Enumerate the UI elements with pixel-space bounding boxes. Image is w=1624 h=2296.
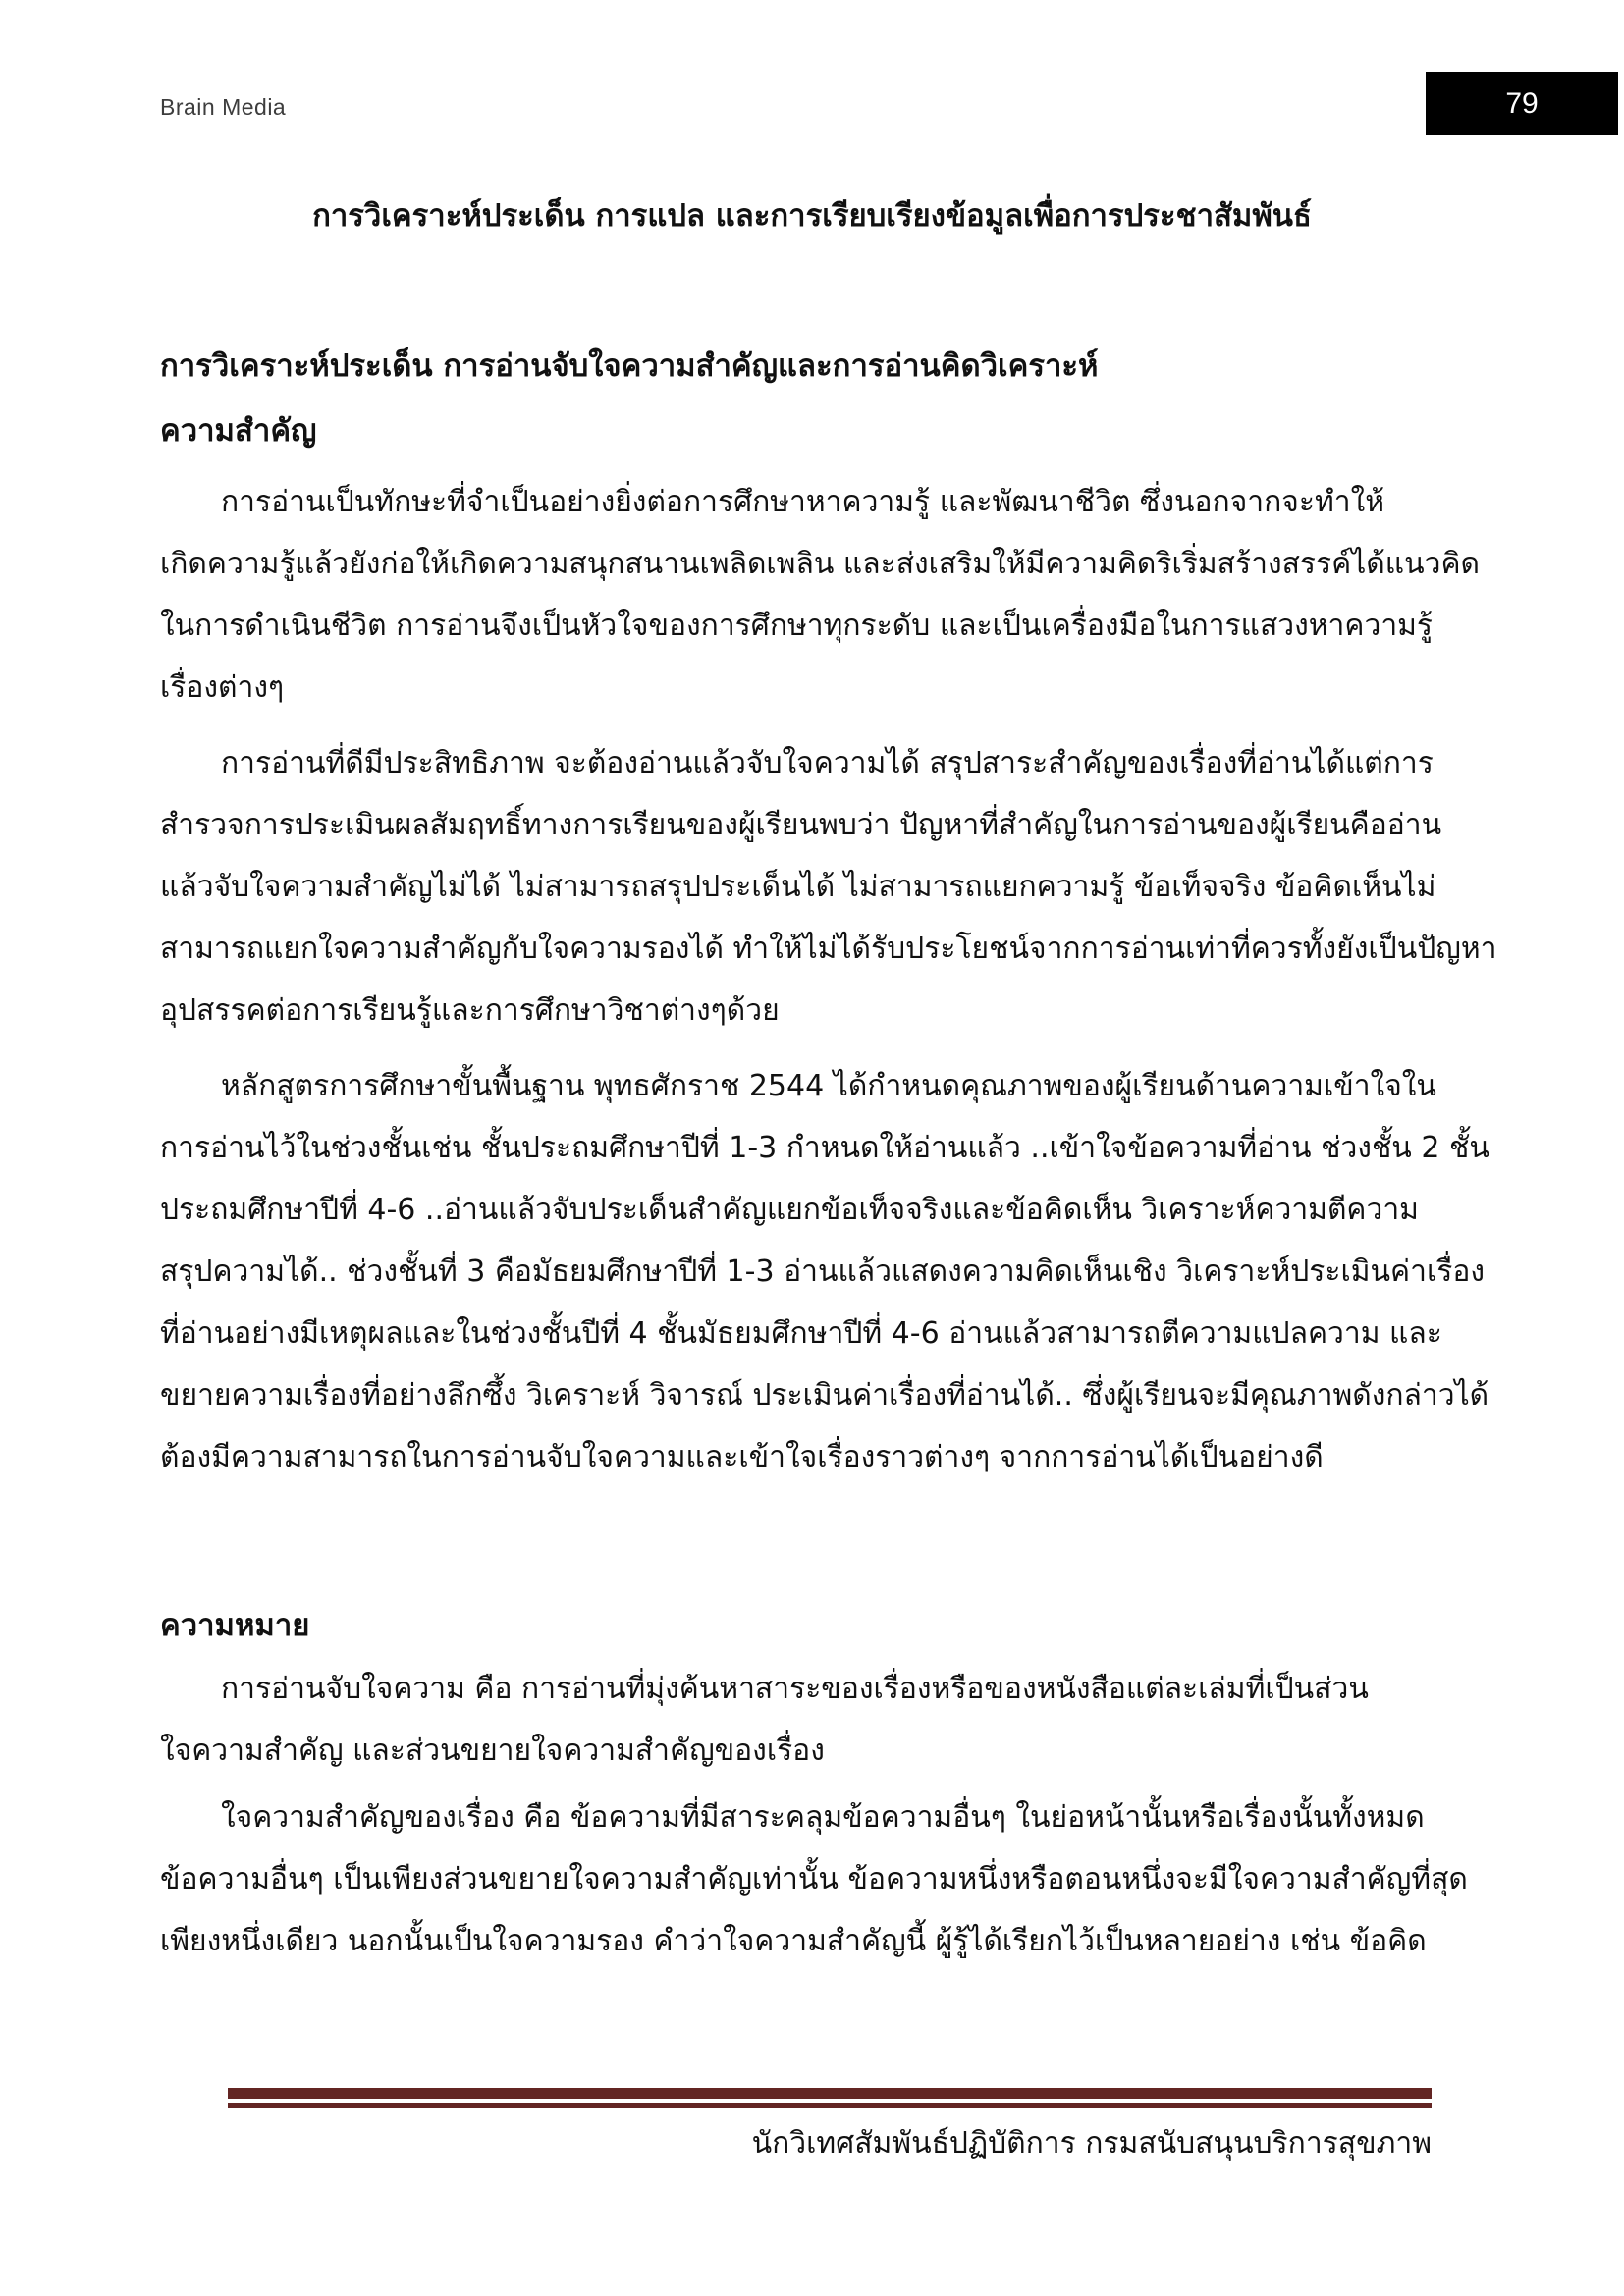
section1-paragraph3 bbox=[160, 1055, 1489, 1488]
page-number: 79 bbox=[1505, 86, 1539, 120]
text-line: การอ่านเป็นทักษะที่จำเป็นอย่างยิ่งต่อการศึกษาหาความรู้ และพัฒนาชีวิต ซึ่งนอกจากจะทำให้ bbox=[221, 485, 1385, 519]
text-line: ประถมศึกษาปีที่ 4-6 ..อ่านแล้วจับประเด็นสำคัญแยกข้อเท็จจริงและข้อคิดเห็น วิเคราะห์ความตีความ bbox=[160, 1193, 1419, 1227]
text-line: การอ่านไว้ในช่วงชั้นเช่น ชั้นประถมศึกษาปีที่ 1-3 กำหนดให้อ่านแล้ว ..เข้าใจข้อความที่อ่าน ช่วงชั้น 2 ชั้น bbox=[160, 1131, 1489, 1165]
section1-paragraph1 bbox=[160, 471, 1481, 719]
section2-heading: ความหมาย bbox=[160, 1608, 310, 1643]
section2-paragraph1 bbox=[160, 1658, 1429, 1782]
text-line: สามารถแยกใจความสำคัญกับใจความรองได้ ทำให้ไม่ได้รับประโยชน์จากการอ่านเท่าที่ควรทั้งยังเป็นปัญหา bbox=[160, 932, 1497, 966]
section2-paragraph2 bbox=[160, 1787, 1468, 1972]
text-line: แล้วจับใจความสำคัญไม่ได้ ไม่สามารถสรุปประเด็นได้ ไม่สามารถแยกความรู้ ข้อเท็จจริง ข้อคิดเห็นไม่ bbox=[160, 870, 1436, 904]
text-line: เพียงหนึ่งเดียว นอกนั้นเป็นใจความรอง คำว่าใจความสำคัญนี้ ผู้รู้ได้เรียกไว้เป็นหลายอย่าง เช่น ข้อคิด bbox=[160, 1924, 1427, 1958]
text-line: หลักสูตรการศึกษาขั้นพื้นฐาน พุทธศักราช 2544 ได้กำหนดคุณภาพของผู้เรียนด้านความเข้าใจใน bbox=[221, 1069, 1436, 1103]
text-line: ใจความสำคัญ และส่วนขยายใจความสำคัญของเรื่อง bbox=[160, 1734, 825, 1768]
text-line: ในการดำเนินชีวิต การอ่านจึงเป็นหัวใจของการศึกษาทุกระดับ และเป็นเครื่องมือในการแสวงหาความรู้ bbox=[160, 609, 1434, 643]
page-number-box bbox=[1426, 72, 1618, 135]
footer-divider-thick-bar bbox=[228, 2088, 1432, 2099]
text-line: อุปสรรคต่อการเรียนรู้และการศึกษาวิชาต่างๆด้วย bbox=[160, 993, 780, 1028]
section1-subheading: ความสำคัญ bbox=[160, 413, 317, 449]
section1-paragraph2 bbox=[160, 732, 1497, 1041]
footer-divider bbox=[228, 2088, 1432, 2108]
text-line: เกิดความรู้แล้วยังก่อให้เกิดความสนุกสนานเพลิดเพลิน และส่งเสริมให้มีความคิดริเริ่มสร้างสรรค์ได้แนวคิด bbox=[160, 547, 1481, 581]
text-line: การอ่านที่ดีมีประสิทธิภาพ จะต้องอ่านแล้วจับใจความได้ สรุปสาระสำคัญของเรื่องที่อ่านได้แต่การ bbox=[221, 746, 1434, 780]
text-line: ขยายความเรื่องที่อย่างลึกซึ้ง วิเคราะห์ วิจารณ์ ประเมินค่าเรื่องที่อ่านได้.. ซึ่งผู้เรียนจะมีคุณภาพดังกล่าวได้ bbox=[160, 1378, 1489, 1413]
document-title: การวิเคราะห์ประเด็น การแปล และการเรียบเรียงข้อมูลเพื่อการประชาสัมพันธ์ bbox=[312, 198, 1312, 234]
text-line: เรื่องต่างๆ bbox=[160, 670, 285, 705]
text-line: ใจความสำคัญของเรื่อง คือ ข้อความที่มีสาระคลุมข้อความอื่นๆ ในย่อหน้านั้นหรือเรื่องนั้นทั้งหมด bbox=[221, 1800, 1425, 1835]
footer-credit: นักวิเทศสัมพันธ์ปฏิบัติการ กรมสนับสนุนบริการสุขภาพ bbox=[751, 2126, 1432, 2161]
text-line: ข้อความอื่นๆ เป็นเพียงส่วนขยายใจความสำคัญเท่านั้น ข้อความหนึ่งหรือตอนหนึ่งจะมีใจความสำคัญที่สุด bbox=[160, 1862, 1468, 1896]
text-line: สำรวจการประเมินผลสัมฤทธิ์ทางการเรียนของผู้เรียนพบว่า ปัญหาที่สำคัญในการอ่านของผู้เรียนคืออ่าน bbox=[160, 808, 1442, 842]
header-brand: Brain Media bbox=[160, 94, 287, 120]
text-line: ต้องมีความสามารถในการอ่านจับใจความและเข้าใจเรื่องราวต่างๆ จากการอ่านได้เป็นอย่างดี bbox=[160, 1440, 1324, 1474]
footer-divider-thin-bar bbox=[228, 2103, 1432, 2108]
section1-heading: การวิเคราะห์ประเด็น การอ่านจับใจความสำคัญและการอ่านคิดวิเคราะห์ bbox=[160, 348, 1099, 384]
document-body bbox=[160, 334, 1497, 1972]
text-line: ที่อ่านอย่างมีเหตุผลและในช่วงชั้นปีที่ 4 ชั้นมัธยมศึกษาปีที่ 4-6 อ่านแล้วสามารถตีความแปลความ และ bbox=[160, 1316, 1442, 1351]
text-line: การอ่านจับใจความ คือ การอ่านที่มุ่งค้นหาสาระของเรื่องหรือของหนังสือแต่ละเล่มที่เป็นส่วน bbox=[221, 1672, 1369, 1706]
text-line: สรุปความได้.. ช่วงชั้นที่ 3 คือมัธยมศึกษาปีที่ 1-3 อ่านแล้วแสดงความคิดเห็นเชิง วิเคราะห์ประเมินค่าเรื่อง bbox=[160, 1255, 1485, 1289]
